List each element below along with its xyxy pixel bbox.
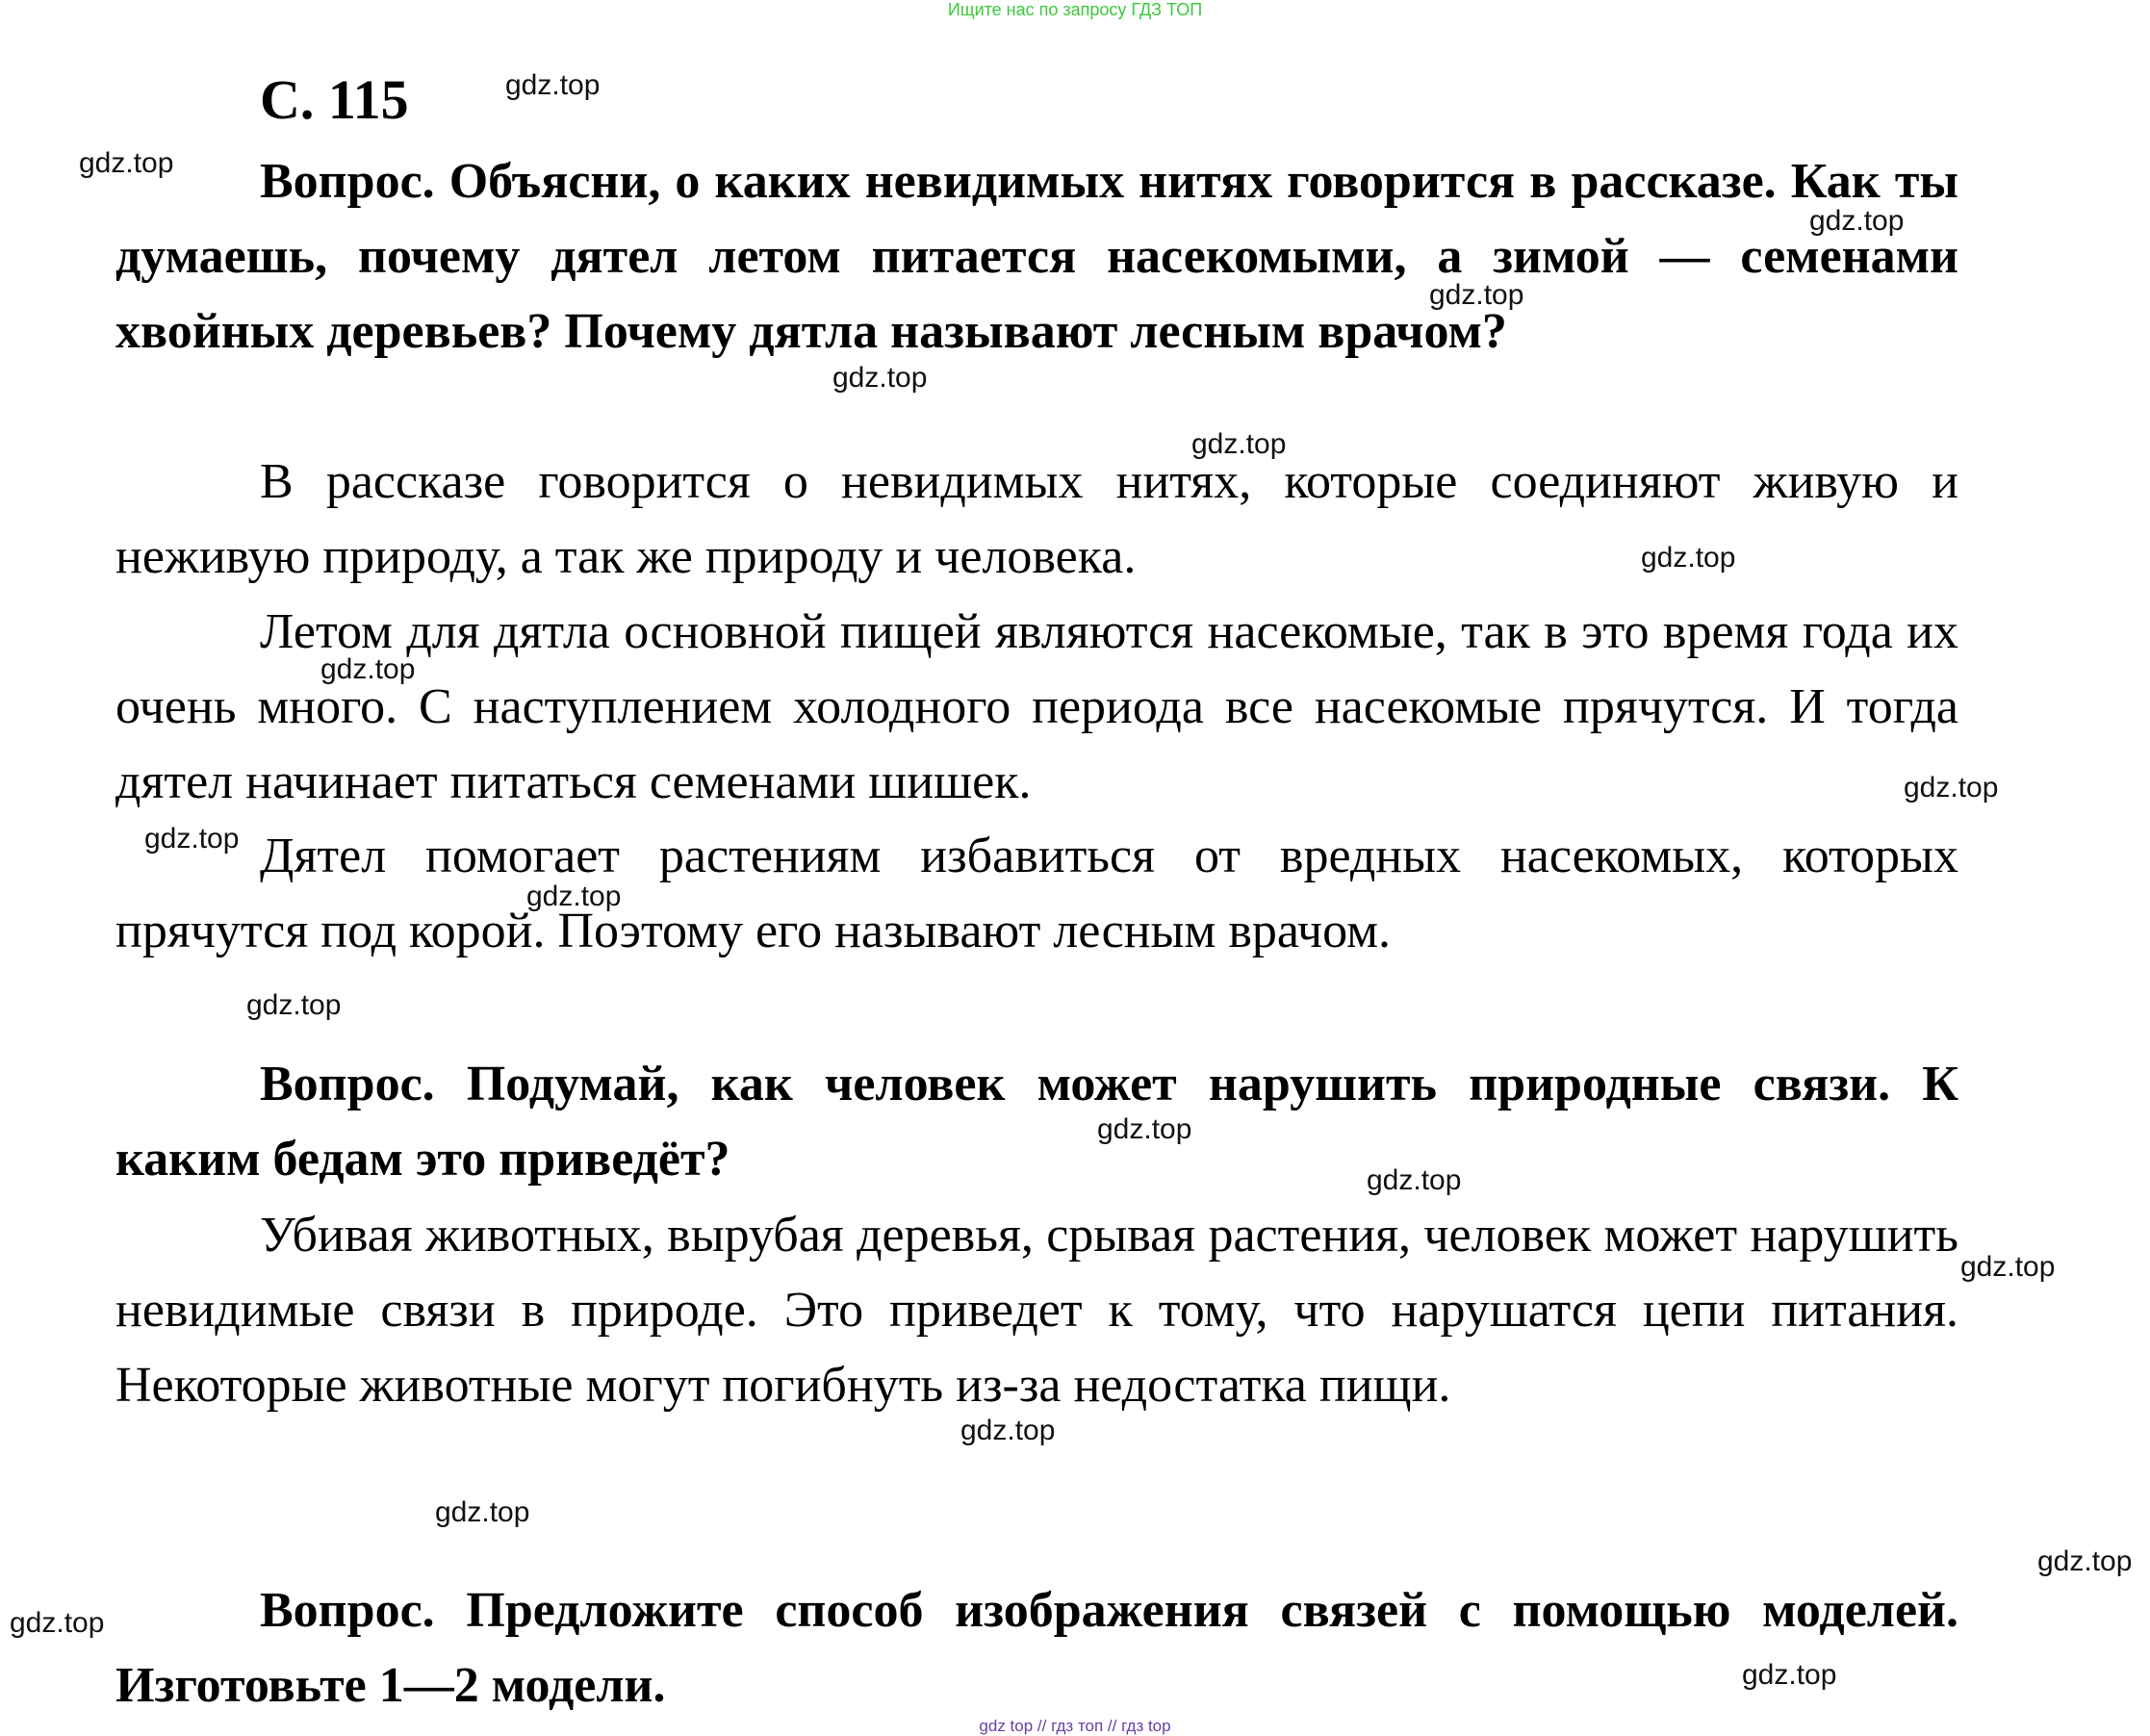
watermark: gdz.top <box>1960 1251 2056 1283</box>
watermark: gdz.top <box>79 147 174 179</box>
watermark: gdz.top <box>1429 279 1524 311</box>
watermark: gdz.top <box>320 653 416 685</box>
watermark: gdz.top <box>526 881 622 912</box>
watermark: gdz.top <box>1809 205 1905 237</box>
watermark: gdz.top <box>1097 1113 1192 1145</box>
answer-1-paragraph-1: В рассказе говорится о невидимых нитях, которые соединяют живую и неживую природу, а так же природу и человека. <box>115 454 1958 584</box>
question-3: Вопрос. Предложите способ изображения связей с помощью моделей. Изготовьте 1—2 модели. <box>115 1583 1958 1713</box>
watermark: gdz.top <box>1641 542 1736 574</box>
page-number: С. 115 <box>260 68 409 131</box>
watermark: gdz.top <box>246 989 342 1021</box>
watermark: gdz.top <box>960 1415 1056 1446</box>
watermark: gdz.top <box>505 69 601 101</box>
question-1: Вопрос. Объясни, о каких невидимых нитях говорится в рассказе. Как ты думаешь, почему дятел летом питается насекомыми, а зимой — семенами хвойных деревьев? Почему дятла называют лесным врачом? <box>115 154 1958 359</box>
watermark: gdz.top <box>144 823 240 855</box>
watermark: gdz.top <box>2037 1545 2133 1577</box>
top-banner: Ищите нас по запросу ГДЗ ТОП <box>947 0 1203 19</box>
watermark: gdz.top <box>1191 428 1287 460</box>
watermark: gdz.top <box>1904 772 1999 804</box>
watermark: gdz.top <box>10 1607 105 1639</box>
watermark: gdz.top <box>435 1496 530 1528</box>
watermark: gdz.top <box>832 362 928 394</box>
answer-2-paragraph-1: Убивая животных, вырубая деревья, срывая растения, человек может нарушить невидимые связи в природе. Это приведет к тому, что нарушатся цепи питания. Некоторые животные могут погибнуть из-за недостатка пищи. <box>115 1208 1958 1413</box>
watermark: gdz.top <box>1742 1659 1837 1691</box>
bottom-banner: gdz top // гдз топ // гдз top <box>979 1717 1171 1735</box>
answer-1-paragraph-2: Летом для дятла основной пищей являются насекомые, так в это время года их очень много. С наступлением холодного периода все насекомые прячутся. И тогда дятел начинает питаться семенами шишек. <box>115 604 1958 809</box>
question-2: Вопрос. Подумай, как человек может нарушить природные связи. К каким бедам это приведёт? <box>115 1057 1958 1187</box>
answer-1-paragraph-3: Дятел помогает растениям избавиться от вредных насекомых, которых прячутся под корой. Поэтому его называют лесным врачом. <box>115 829 1958 958</box>
watermark: gdz.top <box>1367 1164 1462 1196</box>
